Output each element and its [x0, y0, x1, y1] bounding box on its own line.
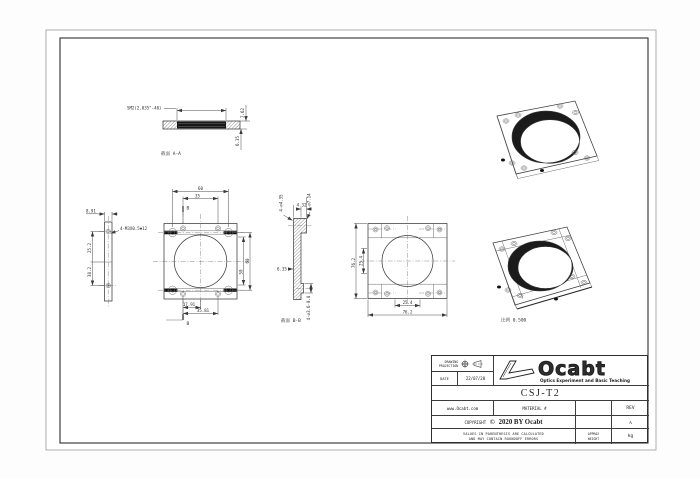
dim-right-60: 60	[244, 258, 250, 264]
third-angle-projection-icon	[460, 358, 486, 370]
dim-bottom-note: 4-∅3.6-0.8	[306, 295, 311, 321]
date-label-cell	[432, 372, 458, 386]
dim-762: 7.62	[239, 108, 245, 118]
section-aa-label: 截面 A-A	[161, 152, 181, 157]
weight-label-1: APPROX	[587, 432, 600, 437]
copyright-symbol: ©	[489, 418, 496, 426]
disclaimer-line-1: VALUES IN PARENTHESIS ARE CALCULATED	[463, 431, 544, 436]
section-bb-label: 截面 B-B	[281, 319, 301, 324]
dim-bottom-1791: 17.91	[182, 302, 196, 307]
section-marker-top: B	[186, 206, 190, 212]
part-number-cell	[432, 386, 649, 401]
part-number: CSJ-T2	[520, 387, 561, 399]
dim-cbore-hole: 4-∅4.35	[278, 194, 284, 212]
weight-label-cell	[576, 429, 612, 444]
rev-value-cell	[612, 416, 649, 429]
copyright-label: COPYRIGHT	[464, 419, 487, 425]
projection-label-1: DRAWING	[444, 359, 459, 364]
dim-252: 25.2	[87, 243, 92, 253]
blank-cell-2	[576, 416, 612, 429]
weight-unit-cell	[612, 429, 649, 444]
dim-top-60: 60	[198, 186, 203, 191]
section-marker-bottom: B	[186, 322, 190, 327]
disclaimer-line-2: AND MAY CONTAIN ROUNDOFF ERRORS	[468, 436, 539, 441]
brand-tagline: Optics Experiment and Basic Teaching	[540, 378, 630, 383]
projection-label-2: PROJECTION	[438, 363, 459, 368]
rev-label-cell	[612, 401, 649, 416]
logo-cell	[494, 356, 649, 386]
copyright-value: 2020 BY Ocabt	[498, 418, 543, 426]
date-value: 22/07/20	[465, 376, 486, 381]
dim-back-254-bottom: 25.4	[402, 300, 413, 306]
dim-635: 6.35	[235, 136, 240, 146]
title-block	[431, 355, 648, 443]
website: www.Ocabt.com	[446, 405, 479, 411]
rev-value: A	[628, 419, 633, 425]
dim-back-254-left: 25.4	[358, 256, 364, 266]
disclaimer-cell	[432, 429, 576, 444]
dim-bottom-3581: 35.81	[196, 308, 210, 314]
brand-text: Ocabt	[538, 357, 606, 380]
dim-back-762-bottom: 76.2	[402, 309, 413, 315]
tap-note: 4-M3X0.5▼12	[120, 226, 148, 231]
dim-top-35: 35	[195, 193, 200, 199]
dim-cbore-dia: 4-∅7.14	[306, 193, 312, 211]
weight-label-2: WEIGHT	[587, 436, 600, 441]
thread-note: SM2(2.035"-40)	[127, 105, 162, 111]
blank-cell-1	[576, 401, 612, 416]
date-value-cell	[458, 372, 494, 386]
material-cell	[494, 401, 576, 416]
dim-382: 38.2	[87, 267, 92, 277]
ocabt-logo-swoosh	[500, 361, 534, 379]
dim-cbore-depth: 4.32	[296, 202, 307, 208]
dim-891: 8.91	[86, 208, 96, 214]
dim-back-762-left: 76.2	[350, 258, 356, 268]
dim-thickness-bb: 6.35	[277, 266, 287, 272]
dim-right-50: 50	[238, 269, 244, 275]
website-cell	[432, 401, 494, 416]
thread-section-fill	[177, 122, 226, 129]
date-label: DATE	[440, 376, 449, 381]
material-label: MATERIAL #	[522, 405, 547, 411]
copyright-cell	[432, 416, 576, 429]
weight-unit: kg	[627, 434, 634, 439]
scale-note: 比例 0.500	[501, 318, 527, 324]
rev-label: REV	[626, 405, 635, 411]
projection-cell	[432, 356, 494, 372]
